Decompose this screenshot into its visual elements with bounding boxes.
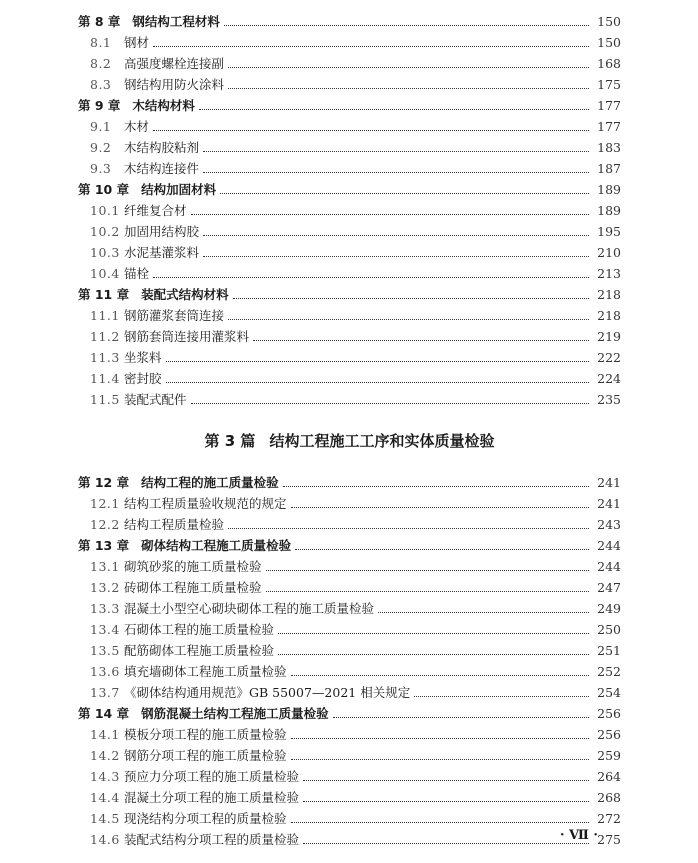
toc-entry-number: 13.7 [90, 685, 120, 700]
toc-entry-page: 272 [597, 811, 621, 826]
toc-entry-page: 150 [597, 35, 621, 50]
toc-entry-number: 14.6 [90, 832, 120, 847]
toc-entry-page: 218 [597, 308, 621, 323]
toc-entry-page: 177 [597, 119, 621, 134]
toc-entry-title: 木结构连接件 [124, 161, 200, 176]
toc-entry-title: 砌筑砂浆的施工质量检验 [124, 559, 262, 574]
toc-entry-page: 247 [597, 580, 621, 595]
dot-leader [291, 759, 589, 760]
toc-entry-number: 11.2 [90, 329, 120, 344]
toc-entry-title: 配筋砌体工程施工质量检验 [124, 643, 275, 658]
toc-entry-page: 256 [597, 727, 621, 742]
dot-leader [228, 528, 589, 529]
toc-entry-number: 11.3 [90, 350, 120, 365]
toc-chapter-row [78, 284, 621, 305]
toc-entry-number: 14.1 [90, 727, 120, 742]
toc-entry-number: 11.5 [90, 392, 120, 407]
dot-leader [253, 340, 589, 341]
toc-section-row [78, 640, 621, 661]
dot-leader [153, 46, 589, 47]
toc-entry-page: 256 [597, 706, 621, 721]
dot-leader [228, 319, 589, 320]
toc-section-row [78, 326, 621, 347]
part-label: 第 3 篇 [204, 432, 256, 450]
toc-entry-page: 222 [597, 350, 621, 365]
toc-entry-page: 275 [597, 832, 621, 847]
toc-entry-title: 装配式配件 [124, 392, 187, 407]
toc-entry-page: 177 [597, 98, 621, 113]
toc-entry-page: 254 [597, 685, 621, 700]
toc-entry-page: 235 [597, 392, 621, 407]
toc-entry-page: 175 [597, 77, 621, 92]
dot-leader [266, 570, 589, 571]
toc-entry-title: 模板分项工程的施工质量检验 [124, 727, 287, 742]
toc-section-row [78, 221, 621, 242]
table-of-contents [78, 11, 621, 850]
toc-section-row [78, 598, 621, 619]
toc-section-row [78, 829, 621, 850]
toc-entry-number: 9.1 [90, 119, 112, 134]
toc-section-row [78, 389, 621, 410]
toc-entry-number: 10.2 [90, 224, 120, 239]
toc-section-row [78, 74, 621, 95]
toc-entry-title: 纤维复合材 [124, 203, 187, 218]
toc-entry-number: 14.2 [90, 748, 120, 763]
toc-entry-title: 钢筋灌浆套筒连接 [124, 308, 225, 323]
toc-entry-page: 187 [597, 161, 621, 176]
dot-leader [191, 214, 589, 215]
dot-leader [278, 654, 589, 655]
toc-entry-number: 第 11 章 [78, 287, 130, 302]
toc-entry-number: 13.1 [90, 559, 120, 574]
dot-leader [220, 193, 589, 194]
dot-leader [191, 403, 589, 404]
toc-section-row [78, 158, 621, 179]
toc-entry-title: 锚栓 [124, 266, 150, 281]
toc-entry-title: 石砌体工程的施工质量检验 [124, 622, 275, 637]
dot-leader [291, 738, 589, 739]
toc-entry-number: 9.3 [90, 161, 112, 176]
toc-entry-number: 第 10 章 [78, 182, 130, 197]
toc-section-row [78, 368, 621, 389]
toc-chapter-row [78, 11, 621, 32]
toc-entry-number: 14.3 [90, 769, 120, 784]
toc-entry-number: 9.2 [90, 140, 112, 155]
toc-entry-title: 密封胶 [124, 371, 162, 386]
toc-entry-page: 244 [597, 538, 621, 553]
toc-entry-number: 13.4 [90, 622, 120, 637]
toc-chapter-row [78, 95, 621, 116]
toc-entry-title: 混凝土小型空心砌块砌体工程的施工质量检验 [124, 601, 375, 616]
toc-section-row [78, 745, 621, 766]
toc-entry-number: 11.4 [90, 371, 120, 386]
dot-leader [203, 151, 589, 152]
toc-entry-title: 砖砌体工程施工质量检验 [124, 580, 262, 595]
toc-section-row [78, 661, 621, 682]
toc-entry-number: 13.2 [90, 580, 120, 595]
toc-entry-title: 木结构材料 [132, 98, 195, 113]
toc-entry-number: 14.5 [90, 811, 120, 826]
dot-leader [291, 675, 589, 676]
toc-entry-page: 224 [597, 371, 621, 386]
dot-leader [203, 235, 589, 236]
dot-leader [224, 25, 589, 26]
toc-entry-page: 219 [597, 329, 621, 344]
page-number: · Ⅶ · [560, 828, 598, 843]
dot-leader [228, 88, 589, 89]
toc-entry-title: 结构工程的施工质量检验 [141, 475, 279, 490]
toc-section-row [78, 347, 621, 368]
dot-leader [303, 843, 589, 844]
toc-section-row [78, 787, 621, 808]
dot-leader [233, 298, 589, 299]
toc-entry-number: 第 13 章 [78, 538, 130, 553]
dot-leader [203, 172, 589, 173]
dot-leader [153, 277, 589, 278]
toc-section-row [78, 32, 621, 53]
toc-entry-number: 13.3 [90, 601, 120, 616]
dot-leader [295, 549, 589, 550]
dot-leader [291, 507, 589, 508]
toc-entry-title: 加固用结构胶 [124, 224, 200, 239]
toc-entry-title: 木结构胶粘剂 [124, 140, 200, 155]
toc-section-row [78, 619, 621, 640]
toc-entry-page: 243 [597, 517, 621, 532]
toc-section-row [78, 766, 621, 787]
toc-entry-title: 钢筋分项工程的施工质量检验 [124, 748, 287, 763]
toc-entry-page: 241 [597, 496, 621, 511]
toc-entry-title: 钢结构用防火涂料 [124, 77, 225, 92]
dot-leader [414, 696, 589, 697]
toc-entry-number: 10.4 [90, 266, 120, 281]
dot-leader [291, 822, 589, 823]
toc-chapter-row [78, 535, 621, 556]
toc-entry-title: 钢结构工程材料 [132, 14, 220, 29]
toc-entry-number: 10.3 [90, 245, 120, 260]
toc-entry-page: 250 [597, 622, 621, 637]
toc-section-row [78, 577, 621, 598]
toc-entry-title: 结构工程质量验收规范的规定 [124, 496, 287, 511]
dot-leader [278, 633, 589, 634]
toc-entry-page: 189 [597, 182, 621, 197]
toc-section-row [78, 682, 621, 703]
toc-group-inspection [78, 472, 621, 850]
toc-entry-title: 装配式结构材料 [141, 287, 229, 302]
toc-entry-number: 12.1 [90, 496, 120, 511]
part-title: 结构工程施工工序和实体质量检验 [269, 432, 495, 450]
toc-section-row [78, 200, 621, 221]
toc-entry-number: 8.3 [90, 77, 112, 92]
toc-entry-title: 《砌体结构通用规范》GB 55007—2021 相关规定 [124, 685, 411, 700]
toc-entry-page: 251 [597, 643, 621, 658]
toc-entry-number: 14.4 [90, 790, 120, 805]
toc-entry-number: 13.5 [90, 643, 120, 658]
dot-leader [166, 382, 589, 383]
part-heading [78, 410, 621, 472]
toc-entry-number: 10.1 [90, 203, 120, 218]
toc-entry-title: 预应力分项工程的施工质量检验 [124, 769, 300, 784]
toc-entry-number: 11.1 [90, 308, 120, 323]
dot-leader [283, 486, 589, 487]
toc-entry-page: 195 [597, 224, 621, 239]
toc-section-row [78, 556, 621, 577]
toc-entry-title: 填充墙砌体工程施工质量检验 [124, 664, 287, 679]
toc-chapter-row [78, 703, 621, 724]
toc-entry-title: 坐浆料 [124, 350, 162, 365]
dot-leader [303, 780, 589, 781]
toc-entry-number: 8.2 [90, 56, 112, 71]
toc-entry-page: 150 [597, 14, 621, 29]
toc-entry-number: 第 12 章 [78, 475, 130, 490]
toc-section-row [78, 305, 621, 326]
toc-entry-page: 252 [597, 664, 621, 679]
toc-entry-title: 木材 [124, 119, 150, 134]
toc-entry-page: 241 [597, 475, 621, 490]
toc-entry-page: 244 [597, 559, 621, 574]
toc-entry-title: 混凝土分项工程的施工质量检验 [124, 790, 300, 805]
toc-entry-title: 现浇结构分项工程的质量检验 [124, 811, 287, 826]
toc-section-row [78, 724, 621, 745]
toc-entry-page: 189 [597, 203, 621, 218]
dot-leader [228, 67, 589, 68]
toc-entry-page: 264 [597, 769, 621, 784]
toc-entry-title: 钢筋混凝土结构工程施工质量检验 [141, 706, 329, 721]
toc-entry-number: 第 8 章 [78, 14, 121, 29]
toc-group-materials [78, 11, 621, 410]
toc-entry-page: 218 [597, 287, 621, 302]
toc-entry-title: 钢材 [124, 35, 150, 50]
toc-section-row [78, 808, 621, 829]
dot-leader [303, 801, 589, 802]
dot-leader [199, 109, 589, 110]
toc-entry-title: 装配式结构分项工程的质量检验 [124, 832, 300, 847]
dot-leader [153, 130, 589, 131]
toc-entry-title: 结构加固材料 [141, 182, 217, 197]
toc-section-row [78, 137, 621, 158]
toc-entry-number: 8.1 [90, 35, 112, 50]
toc-entry-title: 高强度螺栓连接副 [124, 56, 225, 71]
toc-entry-title: 结构工程质量检验 [124, 517, 225, 532]
dot-leader [333, 717, 589, 718]
toc-entry-page: 259 [597, 748, 621, 763]
dot-leader [166, 361, 589, 362]
toc-chapter-row [78, 472, 621, 493]
dot-leader [378, 612, 589, 613]
toc-entry-page: 268 [597, 790, 621, 805]
toc-entry-page: 168 [597, 56, 621, 71]
toc-section-row [78, 116, 621, 137]
toc-section-row [78, 53, 621, 74]
toc-entry-number: 13.6 [90, 664, 120, 679]
toc-entry-number: 第 9 章 [78, 98, 121, 113]
toc-entry-page: 249 [597, 601, 621, 616]
toc-entry-title: 砌体结构工程施工质量检验 [141, 538, 292, 553]
dot-leader [203, 256, 589, 257]
toc-section-row [78, 242, 621, 263]
toc-entry-page: 183 [597, 140, 621, 155]
toc-entry-title: 钢筋套筒连接用灌浆料 [124, 329, 250, 344]
toc-entry-page: 210 [597, 245, 621, 260]
toc-section-row [78, 514, 621, 535]
toc-entry-number: 第 14 章 [78, 706, 130, 721]
toc-entry-page: 213 [597, 266, 621, 281]
dot-leader [266, 591, 589, 592]
toc-section-row [78, 493, 621, 514]
toc-chapter-row [78, 179, 621, 200]
toc-section-row [78, 263, 621, 284]
toc-entry-title: 水泥基灌浆料 [124, 245, 200, 260]
toc-entry-number: 12.2 [90, 517, 120, 532]
